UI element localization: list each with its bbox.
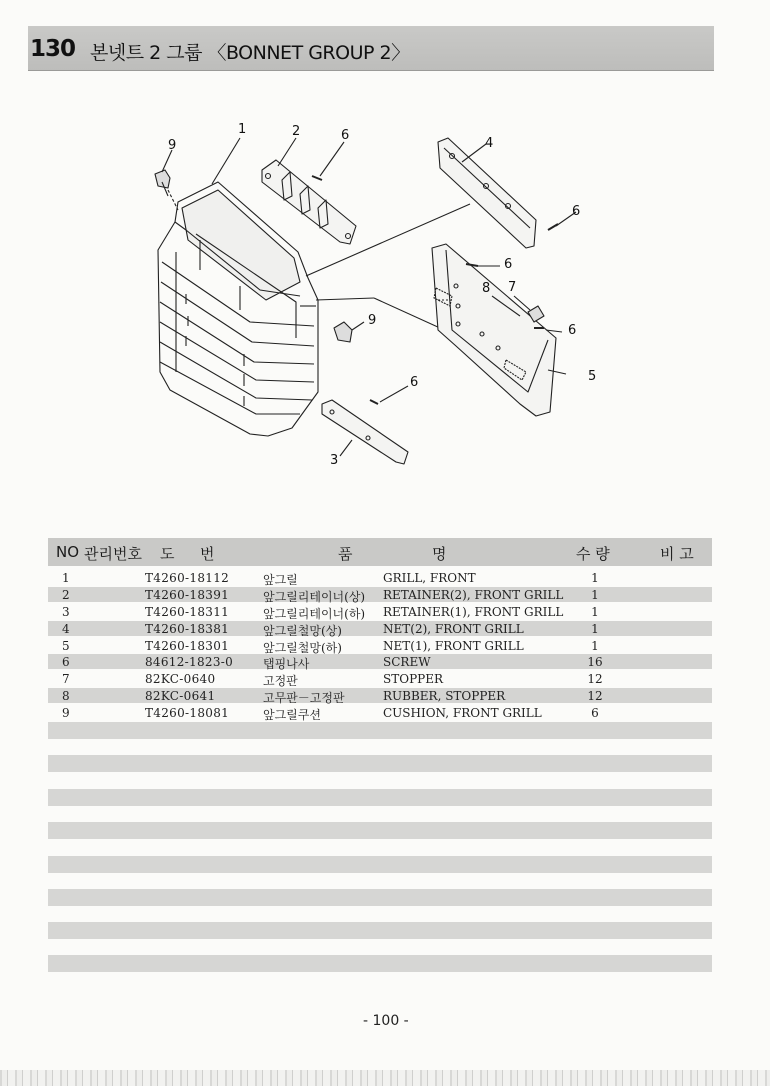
cell-korean-name: 고정판 [263, 674, 298, 688]
cell-no: 3 [62, 605, 70, 619]
exploded-parts-diagram [0, 0, 770, 520]
cell-part-number: 84612-1823-0 [145, 655, 234, 669]
cell-english-name: NET(2), FRONT GRILL [383, 622, 524, 636]
table-row [48, 621, 712, 638]
cell-english-name: SCREW [383, 655, 431, 669]
callout-3: 3 [330, 453, 339, 468]
callout-6-bottom: 6 [410, 375, 419, 390]
cell-english-name: CUSHION, FRONT GRILL [383, 706, 542, 720]
parts-table-header [48, 538, 712, 566]
cell-part-number: T4260-18311 [145, 605, 230, 619]
cell-korean-name: 앞그릴철망(하) [263, 641, 342, 655]
callout-7: 7 [508, 280, 517, 295]
cell-english-name: NET(1), FRONT GRILL [383, 639, 524, 653]
cell-korean-name: 앞그릴철망(상) [263, 624, 342, 638]
cell-part-number: 82KC-0641 [145, 689, 216, 703]
page-number: - 100 - [363, 1013, 409, 1029]
cell-english-name: RETAINER(1), FRONT GRILL [383, 605, 564, 619]
table-row [48, 705, 712, 722]
callout-5: 5 [588, 369, 597, 384]
cell-korean-name: 앞그릴리테이너(하) [263, 607, 366, 621]
front-grill-part [158, 182, 318, 436]
cell-no: 4 [62, 622, 70, 636]
cell-quantity: 12 [587, 672, 603, 686]
cell-no: 9 [62, 706, 70, 720]
callout-9-lower: 9 [368, 313, 377, 328]
cell-part-number: 82KC-0640 [145, 672, 216, 686]
cell-no: 1 [62, 571, 70, 585]
table-row [48, 654, 712, 671]
section-number: 130 [30, 36, 76, 62]
cell-part-number: T4260-18112 [145, 571, 230, 585]
empty-row-band [48, 889, 712, 906]
cell-part-number: T4260-18391 [145, 588, 230, 602]
cell-no: 2 [62, 588, 70, 602]
table-row [48, 638, 712, 655]
callout-6-mid: 6 [504, 257, 513, 272]
cell-quantity: 1 [591, 588, 599, 602]
cell-no: 8 [62, 689, 70, 703]
callout-6-top: 6 [341, 128, 350, 143]
cell-part-number: T4260-18301 [145, 639, 230, 653]
cell-quantity: 1 [591, 571, 599, 585]
table-row [48, 570, 712, 587]
table-row [48, 671, 712, 688]
cell-quantity: 16 [587, 655, 603, 669]
empty-row-band [48, 755, 712, 772]
cell-quantity: 12 [587, 689, 603, 703]
cell-english-name: STOPPER [383, 672, 444, 686]
callout-4: 4 [485, 136, 494, 151]
cell-korean-name: 탭핑나사 [263, 657, 310, 671]
cell-part-number: T4260-18081 [145, 706, 230, 720]
cell-korean-name: 앞그릴쿠션 [263, 708, 321, 722]
cell-quantity: 1 [591, 639, 599, 653]
column-header-mgmt-number: 관리번호 [84, 545, 142, 563]
cell-no: 6 [62, 655, 70, 669]
cell-quantity: 6 [591, 706, 599, 720]
cell-english-name: RETAINER(2), FRONT GRILL [383, 588, 564, 602]
callout-1: 1 [238, 122, 247, 137]
empty-row-band [48, 789, 712, 806]
callout-6-right: 6 [572, 204, 581, 219]
table-row [48, 587, 712, 604]
cell-english-name: RUBBER, STOPPER [383, 689, 506, 703]
column-header-quantity: 수 량 [576, 545, 610, 563]
cell-no: 5 [62, 639, 70, 653]
column-header-no: NO [56, 543, 80, 561]
empty-row-band [48, 722, 712, 739]
cell-quantity: 1 [591, 605, 599, 619]
column-header-item-1: 품 [338, 545, 353, 563]
empty-row-band [48, 856, 712, 873]
column-header-drawing-2: 번 [200, 545, 215, 563]
cell-quantity: 1 [591, 622, 599, 636]
callout-8: 8 [482, 281, 491, 296]
column-header-drawing-1: 도 [160, 545, 175, 563]
empty-row-band [48, 822, 712, 839]
callout-9-top: 9 [168, 138, 177, 153]
cell-english-name: GRILL, FRONT [383, 571, 476, 585]
cell-korean-name: 고무판－고정판 [263, 691, 345, 705]
cell-korean-name: 앞그릴 [263, 573, 298, 587]
column-header-item-2: 명 [432, 545, 447, 563]
scan-edge-strip [0, 1070, 770, 1086]
empty-row-band [48, 922, 712, 939]
cell-part-number: T4260-18381 [145, 622, 230, 636]
table-row [48, 688, 712, 705]
cell-korean-name: 앞그릴리테이너(상) [263, 590, 366, 604]
callout-6-lower: 6 [568, 323, 577, 338]
table-row [48, 604, 712, 621]
empty-row-band [48, 955, 712, 972]
column-header-remarks: 비 고 [660, 545, 694, 563]
callout-2: 2 [292, 124, 301, 139]
section-title: 본넷트 2 그룹 〈BONNET GROUP 2〉 [90, 42, 410, 64]
cell-no: 7 [62, 672, 70, 686]
